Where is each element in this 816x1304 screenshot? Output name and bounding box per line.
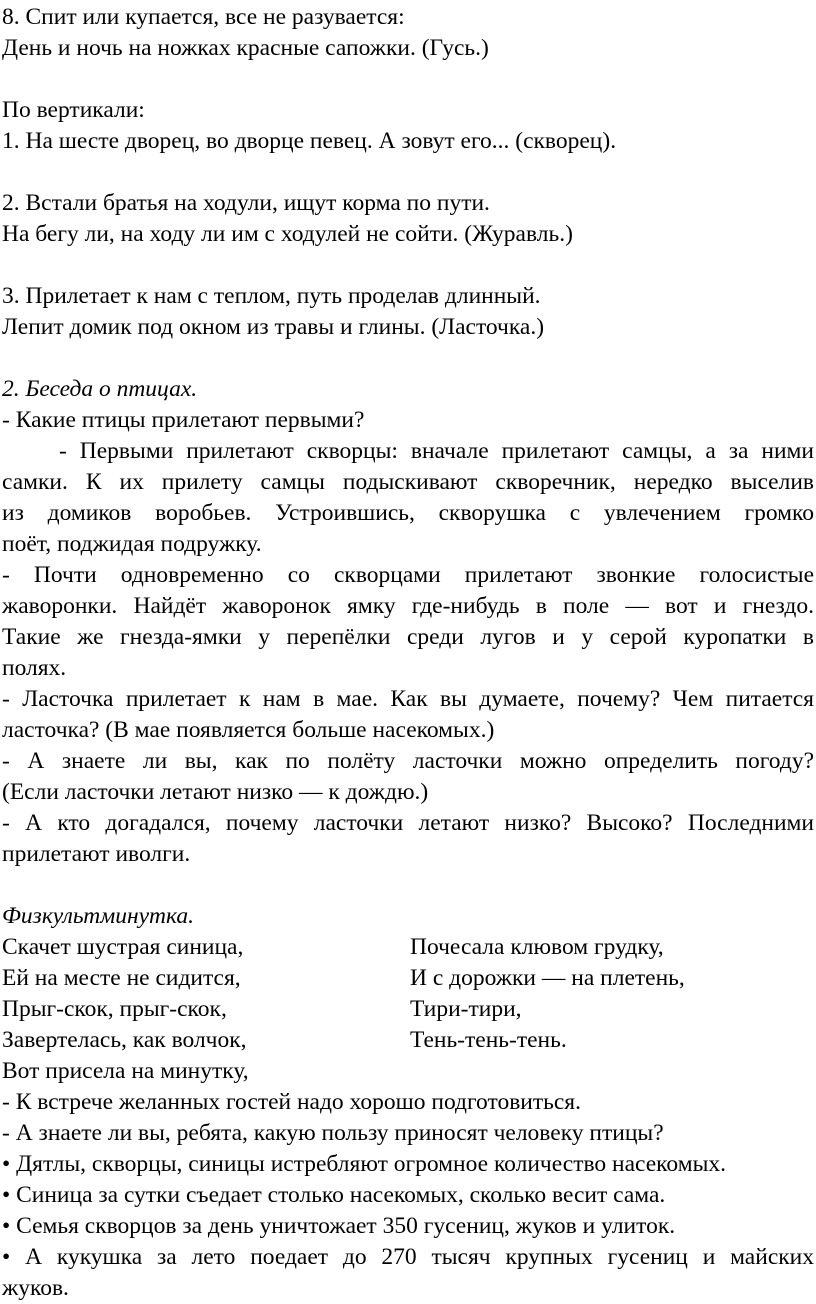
talk-line: из домиков воробьев. Устроившись, скворушка с увлечением громко xyxy=(2,500,814,526)
talk-heading: 2. Беседа о птицах. xyxy=(2,376,198,402)
poem-row xyxy=(2,994,814,1025)
riddle-8-line-1: 8. Спит или купается, все не разувается: xyxy=(2,4,405,30)
talk-line: прилетают иволги. xyxy=(2,841,191,867)
talk-line: самки. К их прилету самцы подыскивают скворечник, нередко выселив xyxy=(2,469,814,495)
poem-right-line: Тень-тень-тень. xyxy=(410,1027,567,1053)
poem-last-line: Вот присела на минутку, xyxy=(2,1058,249,1084)
talk-line: жаворонки. Найдёт жаворонок ямку где-нибудь в поле — вот и гнездо. xyxy=(2,593,814,619)
poem-left-line: Ей на месте не сидится, xyxy=(2,965,241,991)
ending-bullet: • Семья скворцов за день уничтожает 350 гусениц, жуков и улиток. xyxy=(2,1213,676,1239)
spacer xyxy=(2,157,814,188)
ending-bullet-continuation: жуков. xyxy=(2,1275,69,1301)
ending-bullet: • А кукушка за лето поедает до 270 тысяч крупных гусениц и майских xyxy=(2,1244,814,1270)
poem-left-line: Завертелась, как волчок, xyxy=(2,1027,247,1053)
poem-right-line: И с дорожки — на плетень, xyxy=(410,965,685,991)
poem-row xyxy=(2,963,814,994)
ending-line: - А знаете ли вы, ребята, какую пользу приносят человеку птицы? xyxy=(2,1120,664,1146)
talk-line: - Почти одновременно со скворцами прилетают звонкие голосистые xyxy=(2,562,814,588)
talk-line: - А знаете ли вы, как по полёту ласточки можно определить погоду? xyxy=(2,748,814,774)
spacer xyxy=(2,870,814,901)
talk-line: - Какие птицы прилетают первыми? xyxy=(2,407,365,433)
document-page xyxy=(2,2,814,1304)
riddle-8-line-2: День и ночь на ножках красные сапожки. (Гусь.) xyxy=(2,35,489,61)
talk-line: Такие же гнезда-ямки у перепёлки среди лугов и у серой куропатки в xyxy=(2,624,814,650)
spacer xyxy=(2,343,814,374)
talk-line: - Первыми прилетают скворцы: вначале прилетают самцы, а за ними xyxy=(59,438,814,464)
vertical-riddle-2-line-2: На бегу ли, на ходу ли им с ходулей не сойти. (Журавль.) xyxy=(2,221,573,247)
vertical-riddle-3-line-2: Лепит домик под окном из травы и глины. (Ласточка.) xyxy=(2,314,545,340)
fizkult-heading: Физкультминутка. xyxy=(2,903,195,929)
vertical-heading: По вертикали: xyxy=(2,97,145,123)
talk-line: поёт, поджидая подружку. xyxy=(2,531,262,557)
poem-row xyxy=(2,932,814,963)
spacer xyxy=(2,250,814,281)
vertical-riddle-3-line-1: 3. Прилетает к нам с теплом, путь проделав длинный. xyxy=(2,283,541,309)
vertical-riddle-2-line-1: 2. Встали братья на ходули, ищут корма по пути. xyxy=(2,190,490,216)
ending-line: - К встрече желанных гостей надо хорошо подготовиться. xyxy=(2,1089,581,1115)
poem-right-line: Тири-тири, xyxy=(410,996,522,1022)
poem-left-line: Прыг-скок, прыг-скок, xyxy=(2,996,227,1022)
talk-line: полях. xyxy=(2,655,67,681)
talk-line: - А кто догадался, почему ласточки летают низко? Высоко? Последними xyxy=(2,810,814,836)
talk-line: (Если ласточки летают низко — к дождю.) xyxy=(2,779,429,805)
poem-left-line: Скачет шустрая синица, xyxy=(2,934,244,960)
poem-right-line: Почесала клювом грудку, xyxy=(410,934,664,960)
spacer xyxy=(2,64,814,95)
vertical-riddle-1: 1. На шесте дворец, во дворце певец. А зовут его... (скворец). xyxy=(2,128,617,154)
talk-line: - Ласточка прилетает к нам в мае. Как вы думаете, почему? Чем питается xyxy=(2,686,814,712)
ending-bullet: • Дятлы, скворцы, синицы истребляют огромное количество насекомых. xyxy=(2,1151,726,1177)
poem-row xyxy=(2,1025,814,1056)
talk-line: ласточка? (В мае появляется больше насекомых.) xyxy=(2,717,495,743)
ending-bullet: • Синица за сутки съедает столько насекомых, сколько весит сама. xyxy=(2,1182,666,1208)
